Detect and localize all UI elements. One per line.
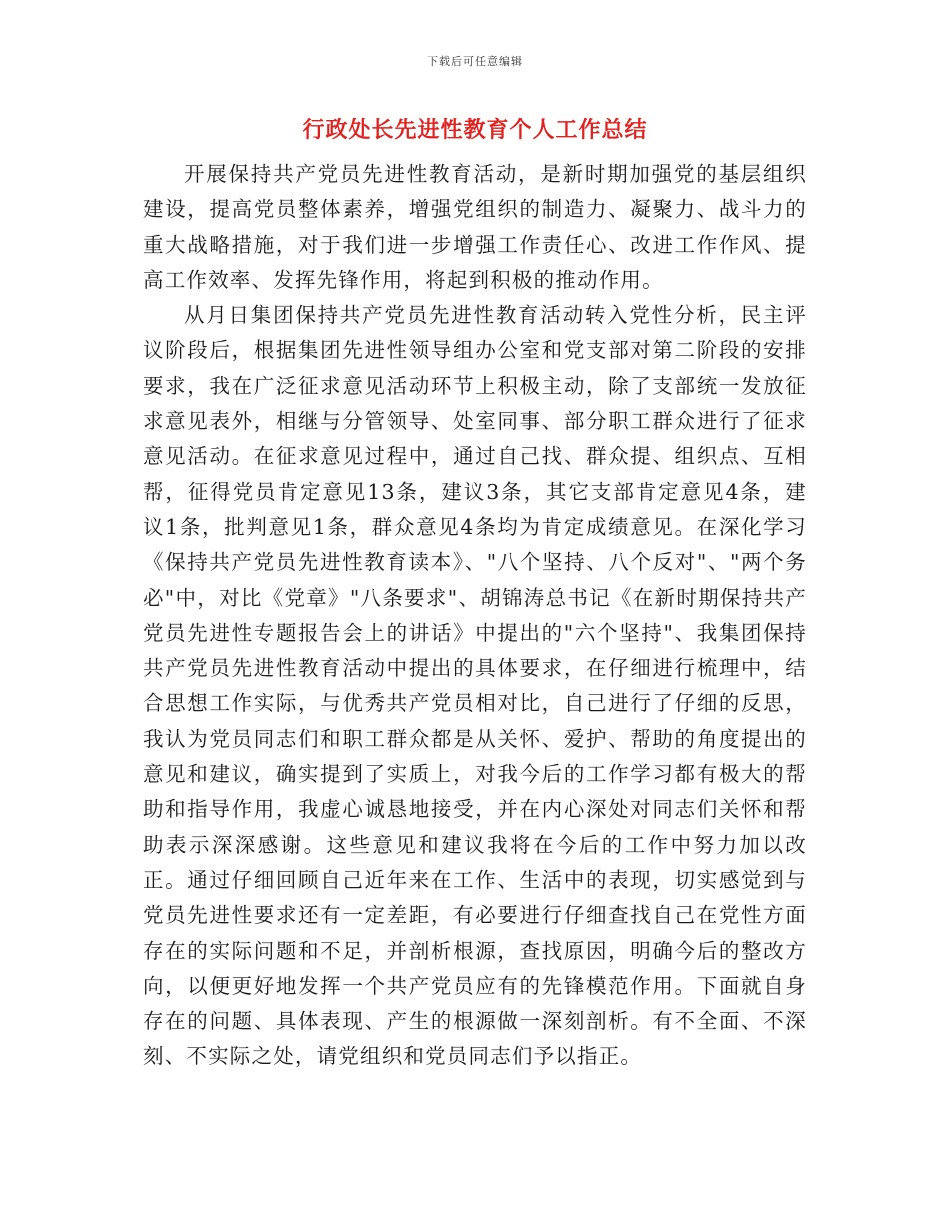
paragraph-main: 从月日集团保持共产党员先进性教育活动转入党性分析，民主评议阶段后，根据集团先进性领导组办公室和党支部对第二阶段的安排要求，我在广泛征求意见活动环节上积极主动，除了支部统一发放征求意见表外，相继与分管领导、处室同事、部分职工群众进行了征求意见活动。在征求意见过程中，通过自己找、群众提、组织点、互相帮，征得党员肯定意见13条，建议3条，其它支部肯定意见4条，建议1条，批判意见1条，群众意见4条均为肯定成绩意见。在深化学习《保持共产党员先进性教育读本》、"八个坚持、八个反对"、"两个务必"中，对比《党章》"八条要求"、胡锦涛总书记《在新时期保持共产党员先进性专题报告会上的讲话》中提出的"六个坚持"、我集团保持共产党员先进性教育活动中提出的具体要求，在仔细进行梳理中，结合思想工作实际，与优秀共产党员相对比，自己进行了仔细的反思，我认为党员同志们和职工群众都是从关怀、爱护、帮助的角度提出的意见和建议，确实提到了实质上，对我今后的工作学习都有极大的帮助和指导作用，我虚心诚恳地接受，并在内心深处对同志们关怀和帮助表示深深感谢。这些意见和建议我将在今后的工作中努力加以改正。通过仔细回顾自己近年来在工作、生活中的表现，切实感觉到与党员先进性要求还有一定差距，有必要进行仔细查找自己在党性方面存在的实际问题和不足，并剖析根源，查找原因，明确今后的整改方向，以便更好地发挥一个共产党员应有的先锋模范作用。下面就自身存在的问题、具体表现、产生的根源做一深刻剖析。有不全面、不深刻、不实际之处，请党组织和党员同志们予以指正。 [143,303,807,1069]
paragraph-intro: 开展保持共产党员先进性教育活动，是新时期加强党的基层组织建设，提高党员整体素养，增强党组织的制造力、凝聚力、战斗力的重大战略措施，对于我们进一步增强工作责任心、改进工作作风、提高工作效率、发挥先锋作用，将起到积极的推动作用。 [143,162,807,292]
document-body [143,157,807,1075]
header-note: 下载后可任意编辑 [427,55,523,68]
document-title: 行政处长先进性教育个人工作总结 [302,118,648,143]
